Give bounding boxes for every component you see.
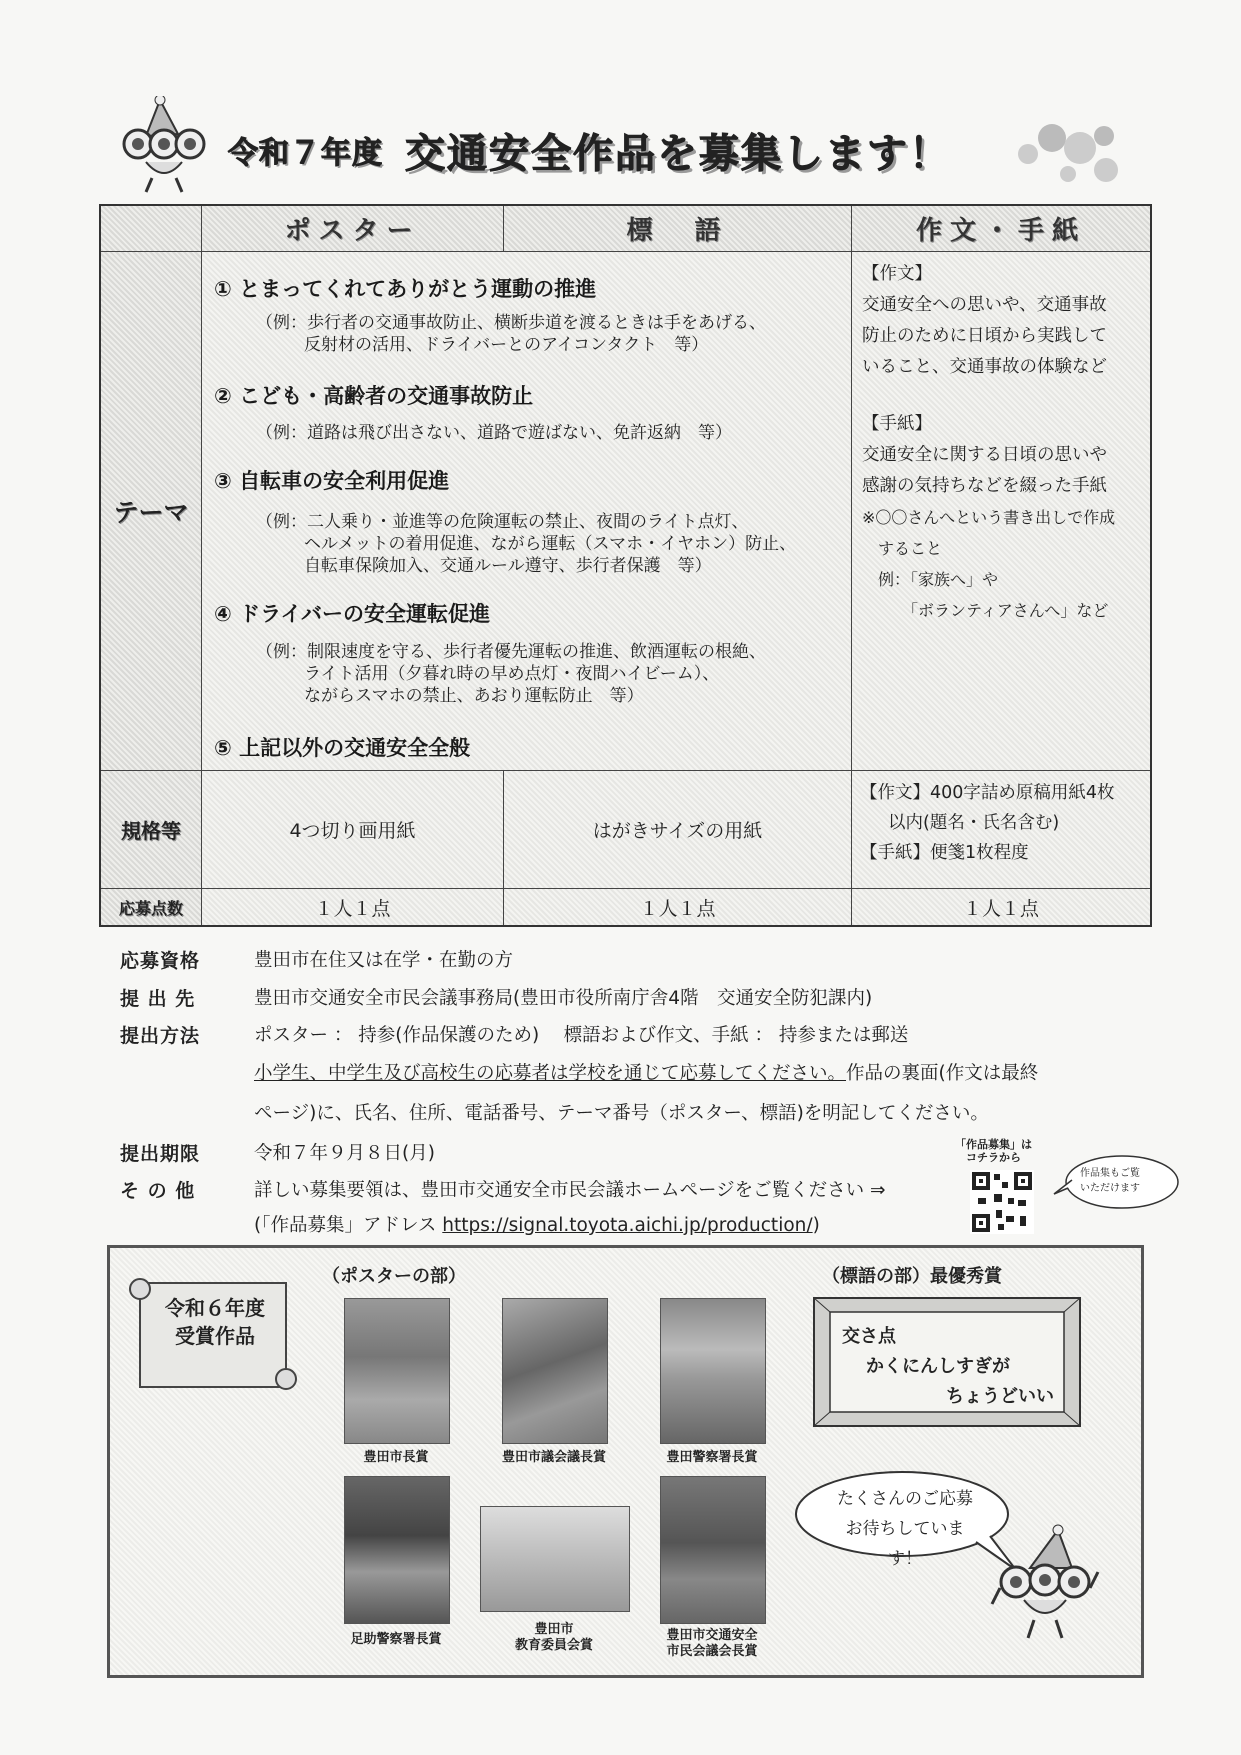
url-line — [254, 1211, 820, 1237]
qr-bubble-line: いただけます — [1080, 1183, 1140, 1194]
prize-caption-5 — [480, 1622, 628, 1654]
theme-title: とまってくれてありがとう運動の推進 — [239, 277, 597, 301]
theme-item-5 — [214, 732, 470, 762]
other-label: そ の 他 — [120, 1180, 196, 1202]
eligibility-label: 応募資格 — [120, 950, 201, 972]
prize-caption-1: 豊田市長賞 — [363, 1450, 429, 1465]
count-essay: １人１点 — [852, 889, 1150, 925]
poster-section-label: （ポスターの部） — [322, 1266, 466, 1287]
prize-caption-line: 豊田市 — [534, 1622, 574, 1637]
example-line: （例：制限速度を守る、歩行者優先運転の推進、飲酒運転の根絶、 — [256, 642, 766, 662]
other-text: 詳しい募集要領は、豊田市交通安全市民会議ホームページをご覧ください ⇒ — [254, 1180, 886, 1201]
example-line: ライト活用（夕暮れ時の早め点灯・夜間ハイビーム）、 — [304, 664, 720, 684]
url-suffix: ) — [812, 1215, 820, 1236]
theme-number: ⑤ — [214, 736, 232, 760]
example-line: ながらスマホの禁止、あおり運転防止 等） — [304, 686, 644, 706]
awards-year: 令和６年度 — [165, 1296, 265, 1320]
prize-caption-6 — [636, 1628, 788, 1660]
letter-line: すること — [862, 539, 943, 558]
essay-line: 防止のために日頃から実践して — [862, 326, 1107, 346]
poster-artwork-3 — [660, 1298, 766, 1444]
theme-title: 自転車の安全利用促進 — [239, 469, 450, 493]
qr-bubble-text — [1080, 1166, 1140, 1196]
method-label: 提出方法 — [120, 1025, 201, 1047]
theme-item-1 — [214, 273, 596, 303]
essay-spec-text — [860, 778, 1115, 868]
letter-heading: 【手紙】 — [862, 414, 932, 434]
essay-line: いること、交通事故の体験など — [862, 357, 1107, 377]
theme-title: こども・高齢者の交通事故防止 — [239, 384, 534, 408]
theme-title: ドライバーの安全運転促進 — [239, 602, 491, 626]
theme-example-3 — [256, 511, 796, 577]
example-line: ヘルメットの着用促進、ながら運転（スマホ・イヤホン）防止、 — [304, 534, 797, 554]
theme-number: ② — [214, 384, 232, 408]
slogan-text — [842, 1322, 1054, 1412]
prize-caption-line: 教育委員会賞 — [514, 1638, 593, 1653]
slogan-line: かくにんしすぎが — [866, 1356, 1010, 1377]
col-header-poster: ポスター — [202, 206, 504, 252]
prize-caption-4: 足助警察署長賞 — [350, 1632, 442, 1647]
count-poster: １人１点 — [202, 889, 504, 925]
example-line: （例：道路は飛び出さない、道路で遊ばない、免許返納 等） — [256, 423, 732, 443]
row-label-spec: 規格等 — [101, 771, 202, 889]
essay-line: 交通安全への思いや、交通事故 — [862, 295, 1107, 315]
theme-number: ③ — [214, 469, 232, 493]
page-header — [228, 122, 951, 178]
poster-artwork-6 — [660, 1476, 766, 1624]
row-label-theme: テーマ — [101, 252, 202, 771]
theme-number: ① — [214, 277, 232, 301]
slogan-line: ちょうどいい — [946, 1386, 1054, 1407]
method-note-2: ページ)に、氏名、住所、電話番号、テーマ番号（ポスター、標語)を明記してください。 — [254, 1103, 989, 1124]
poster-artwork-4 — [344, 1476, 450, 1624]
essay-heading: 【作文】 — [862, 264, 932, 284]
prize-caption-line: 豊田市交通安全 — [666, 1628, 758, 1643]
letter-line: 「ボランティアさんへ」など — [862, 601, 1109, 620]
method-text: ポスター ： 持参(作品保護のため) 標語および作文、手紙 ： 持参または郵送 — [254, 1025, 909, 1046]
method-note-underlined: 小学生、中学生及び高校生の応募者は学校を通じて応募してください。 — [254, 1063, 847, 1084]
awards-year-label — [150, 1294, 280, 1350]
awards-heading: 受賞作品 — [175, 1324, 255, 1348]
count-slogan: １人１点 — [504, 889, 852, 925]
decorative-dots — [1008, 118, 1128, 190]
theme-example-4 — [256, 641, 766, 707]
url-prefix: (「作品募集」アドレス — [254, 1215, 443, 1236]
slogan-line: 交さ点 — [842, 1326, 896, 1347]
col-header-essay: 作文・手紙 — [852, 206, 1150, 252]
essay-spec-line: 以内(題名・氏名含む) — [888, 813, 1060, 833]
letter-line: 例：「家族へ」や — [862, 570, 999, 589]
prize-caption-line: 市民会議会長賞 — [666, 1644, 758, 1659]
deadline-text: 令和７年９月８日(月) — [254, 1143, 435, 1164]
letter-line: 交通安全に関する日頃の思いや — [862, 445, 1107, 465]
theme-number: ④ — [214, 602, 232, 626]
welcome-line: たくさんのご応募 — [837, 1489, 973, 1509]
welcome-text — [830, 1484, 980, 1574]
mascot-illustration-bottom — [990, 1524, 1100, 1644]
prize-caption-3: 豊田警察署長賞 — [666, 1450, 758, 1465]
essay-theme-text — [862, 259, 1115, 626]
slogan-section-label: （標語の部）最優秀賞 — [822, 1266, 1002, 1287]
eligibility-text: 豊田市在住又は在学・在勤の方 — [254, 950, 514, 971]
letter-line: ※〇〇さんへという書き出しで作成 — [862, 508, 1116, 527]
example-line: 自転車保険加入、交通ルール遵守、歩行者保護 等） — [304, 556, 712, 576]
qr-bubble-line: 作品集もご覧 — [1080, 1168, 1140, 1179]
qr-note-line: 「作品募集」は — [955, 1138, 1032, 1151]
theme-item-4 — [214, 598, 490, 628]
letter-line: 感謝の気持ちなどを綴った手紙 — [862, 476, 1107, 496]
destination-label: 提 出 先 — [120, 988, 196, 1010]
poster-artwork-5 — [480, 1506, 630, 1612]
qr-code-icon[interactable] — [970, 1170, 1034, 1234]
essay-spec-line: 【作文】400字詰め原稿用紙4枚 — [860, 783, 1115, 803]
spec-slogan: はがきサイズの用紙 — [504, 771, 852, 889]
table-corner-cell — [101, 206, 202, 252]
qr-note — [955, 1138, 1032, 1164]
prize-caption-2: 豊田市議会議長賞 — [501, 1450, 606, 1465]
poster-artwork-1 — [344, 1298, 450, 1444]
theme-title: 上記以外の交通安全全般 — [239, 736, 471, 760]
theme-item-3 — [214, 465, 449, 495]
header-year: 令和７年度 — [228, 136, 383, 171]
theme-item-2 — [214, 380, 533, 410]
header-title: 交通安全作品を募集します！ — [405, 130, 951, 177]
example-line: 反射材の活用、ドライバーとのアイコンタクト 等） — [304, 335, 709, 355]
destination-text: 豊田市交通安全市民会議事務局(豊田市役所南庁舎4階 交通安全防犯課内) — [254, 988, 873, 1009]
deadline-label: 提出期限 — [120, 1143, 201, 1165]
row-label-count: 応募点数 — [101, 889, 202, 925]
welcome-line: お待ちしています！ — [845, 1519, 965, 1569]
essay-spec-line: 【手紙】便箋1枚程度 — [860, 843, 1029, 863]
example-line: （例：歩行者の交通事故防止、横断歩道を渡るときは手をあげる、 — [256, 313, 766, 333]
theme-example-2 — [256, 422, 732, 444]
poster-artwork-2 — [502, 1298, 608, 1444]
method-note-rest: 作品の裏面(作文は最終 — [846, 1063, 1039, 1084]
qr-note-line: コチラから — [966, 1151, 1021, 1164]
production-url-link[interactable]: https://signal.toyota.aichi.jp/production/ — [442, 1215, 813, 1236]
theme-example-1 — [256, 312, 766, 356]
spec-poster: 4つ切り画用紙 — [202, 771, 504, 889]
col-header-slogan: 標 語 — [504, 206, 852, 252]
method-note — [254, 1059, 1038, 1085]
mascot-illustration-top — [116, 96, 212, 196]
example-line: （例：二人乗り・並進等の危険運転の禁止、夜間のライト点灯、 — [256, 512, 749, 532]
